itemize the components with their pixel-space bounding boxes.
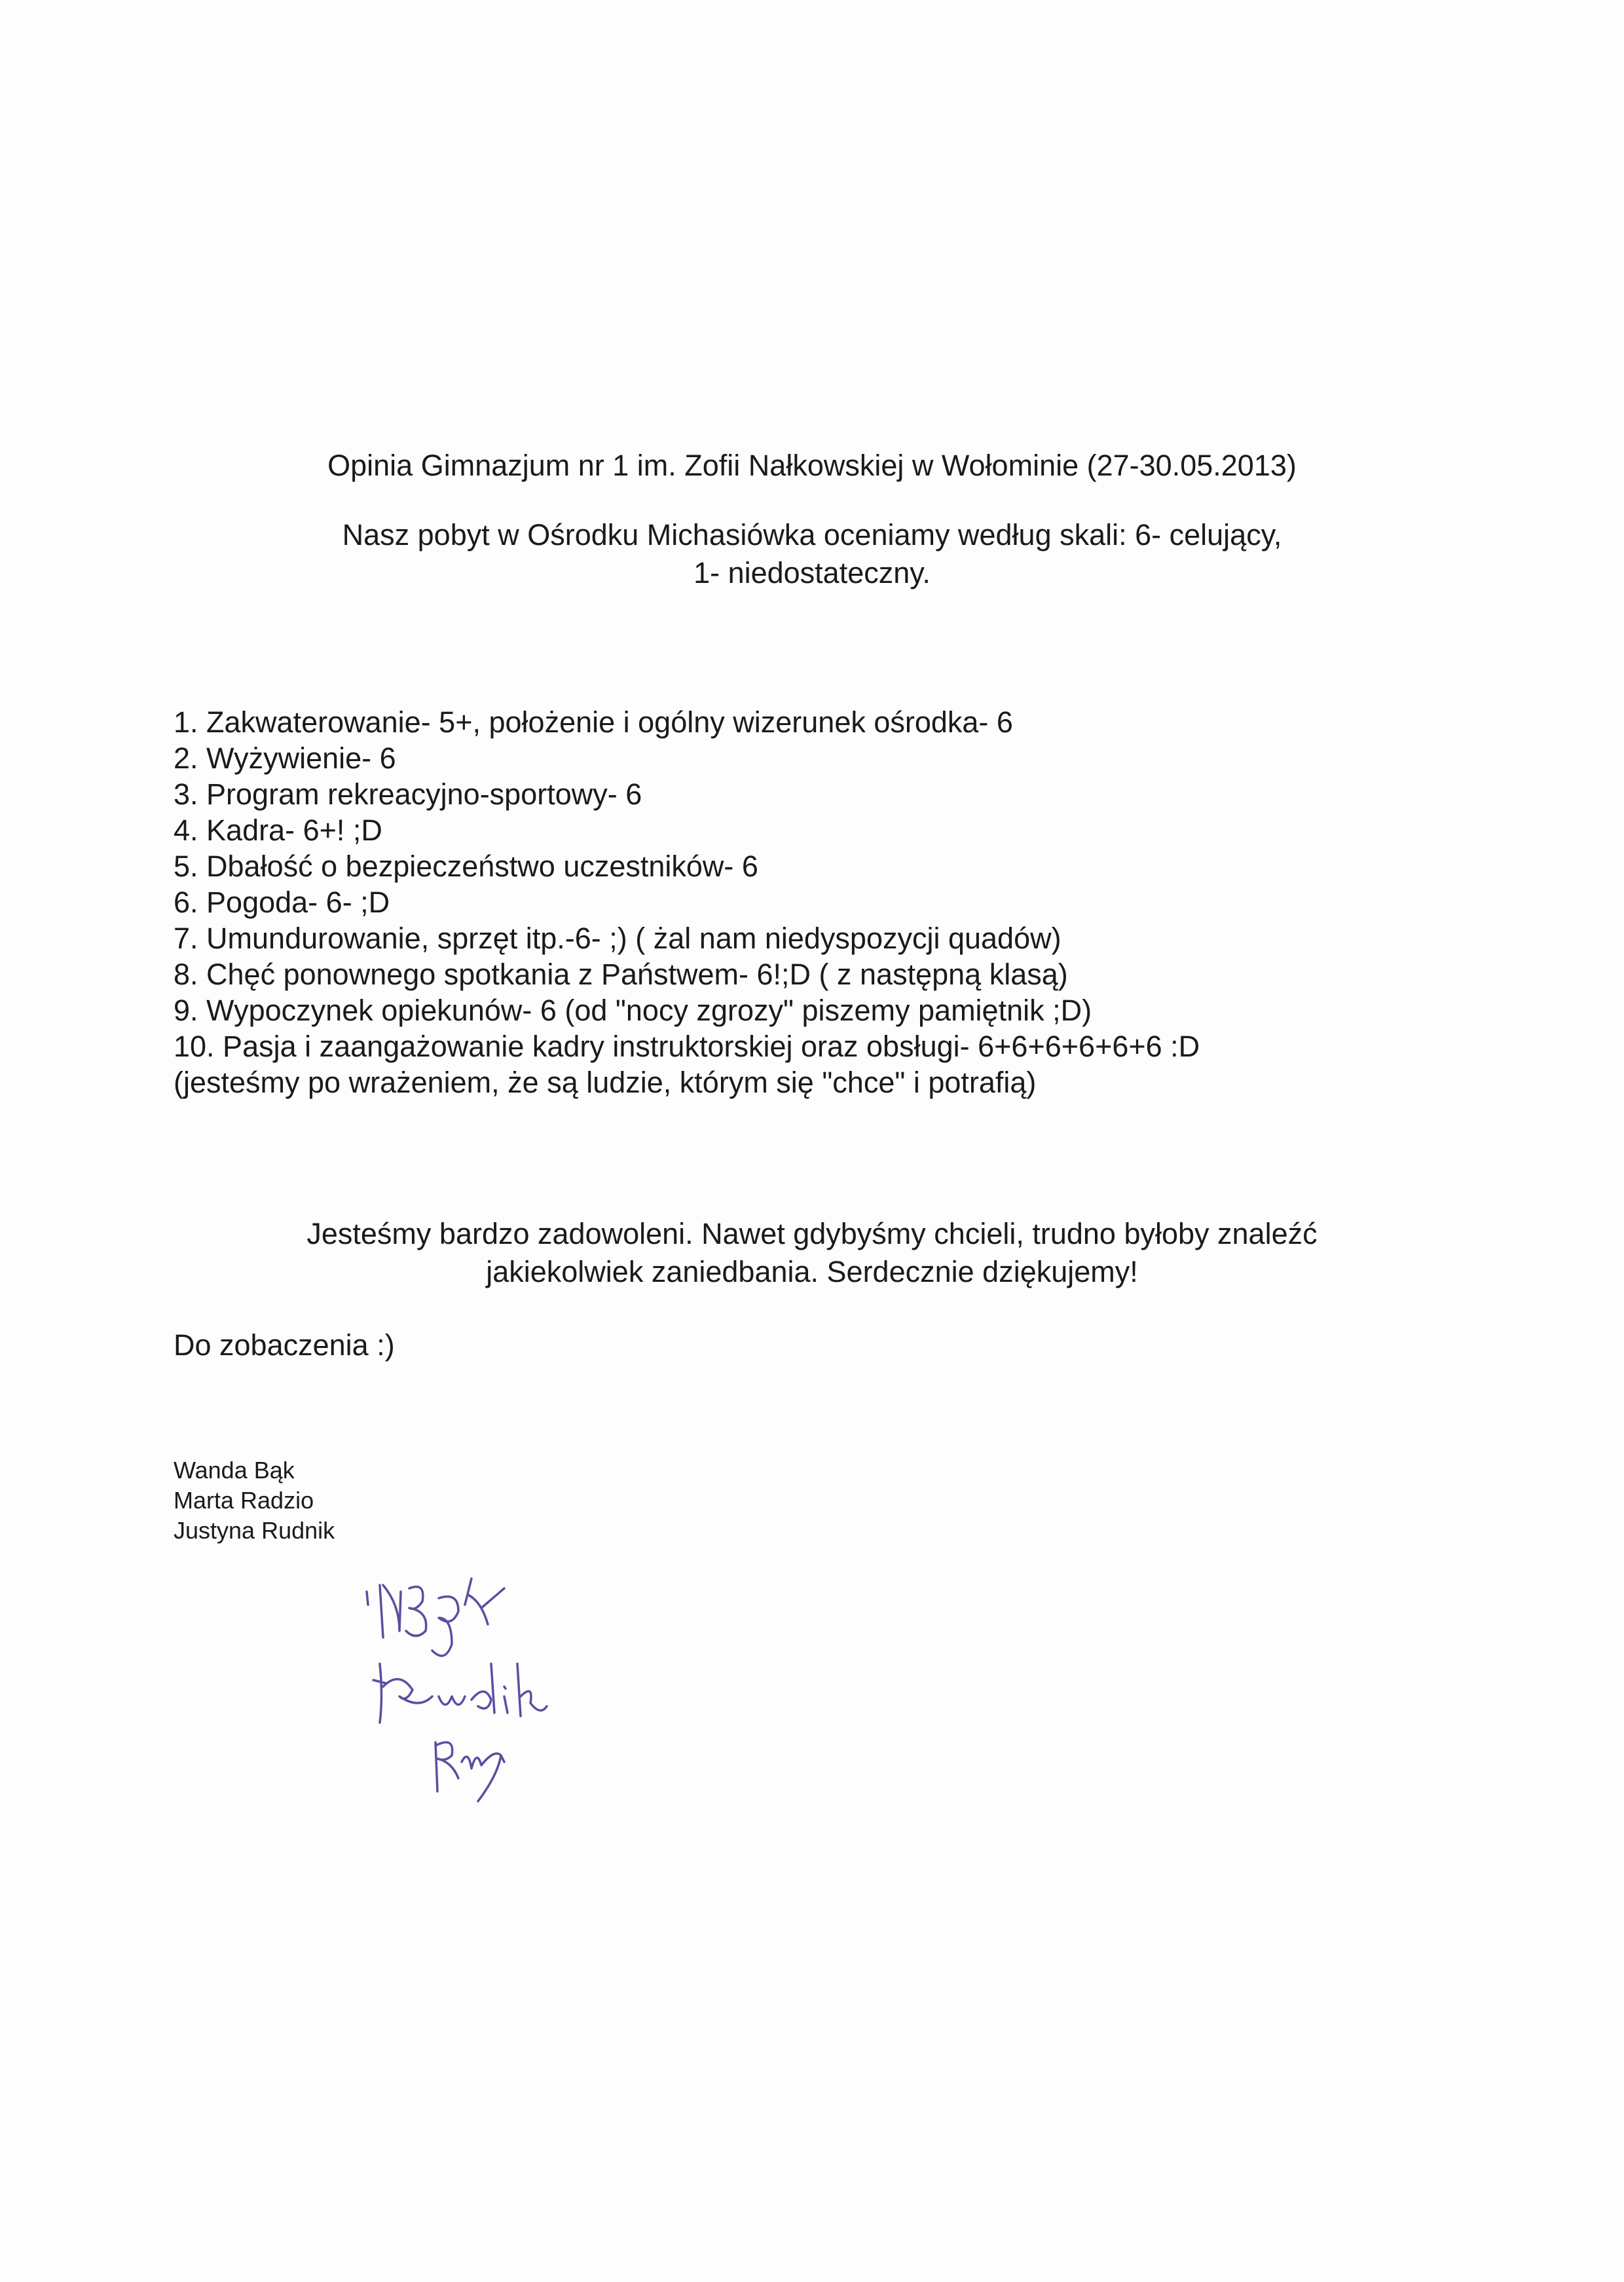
rating-item: 5. Dbałość o bezpieczeństwo uczestników- 6 <box>174 850 758 883</box>
closing-statement <box>0 1215 1624 1291</box>
rating-item: 1. Zakwaterowanie- 5+, położenie i ogólny wizerunek ośrodka- 6 <box>174 705 1013 739</box>
rating-item: 8. Chęć ponownego spotkania z Państwem- 6!;D ( z następną klasą) <box>174 958 1068 991</box>
rating-item: 9. Wypoczynek opiekunów- 6 (od "nocy zgrozy" piszemy pamiętnik ;D) <box>174 994 1092 1027</box>
rating-scale-intro <box>0 516 1624 592</box>
signer-name: Justyna Rudnik <box>174 1517 335 1544</box>
intro-line-2: 1- niedostateczny. <box>693 556 931 589</box>
rating-item: 10. Pasja i zaangażowanie kadry instruktorskiej oraz obsługi- 6+6+6+6+6+6 :D <box>174 1030 1200 1063</box>
rating-item: 4. Kadra- 6+! ;D <box>174 814 382 847</box>
rating-item: 3. Program rekreacyjno-sportowy- 6 <box>174 777 642 811</box>
intro-line-1: Nasz pobyt w Ośrodku Michasiówka oceniamy według skali: 6- celujący, <box>342 518 1282 552</box>
signers-list <box>174 1455 335 1546</box>
handwritten-signature <box>354 1565 576 1808</box>
signer-name: Wanda Bąk <box>174 1457 295 1484</box>
farewell: Do zobaczenia :) <box>174 1328 395 1362</box>
signature-icon <box>354 1565 576 1808</box>
document-title: Opinia Gimnazjum nr 1 im. Zofii Nałkowskiej w Wołominie (27-30.05.2013) <box>327 449 1297 482</box>
ratings-list <box>174 704 1450 1100</box>
rating-item: 2. Wyżywienie- 6 <box>174 741 396 775</box>
closing-line-2: jakiekolwiek zaniedbania. Serdecznie dziękujemy! <box>486 1255 1138 1288</box>
signer-name: Marta Radzio <box>174 1487 314 1514</box>
rating-item: 7. Umundurowanie, sprzęt itp.-6- ;) ( żal nam niedyspozycji quadów) <box>174 922 1061 955</box>
rating-item-continuation: (jesteśmy po wrażeniem, że są ludzie, którym się "chce" i potrafią) <box>174 1066 1037 1099</box>
rating-item: 6. Pogoda- 6- ;D <box>174 886 390 919</box>
closing-line-1: Jesteśmy bardzo zadowoleni. Nawet gdybyśmy chcieli, trudno byłoby znaleźć <box>306 1217 1318 1250</box>
